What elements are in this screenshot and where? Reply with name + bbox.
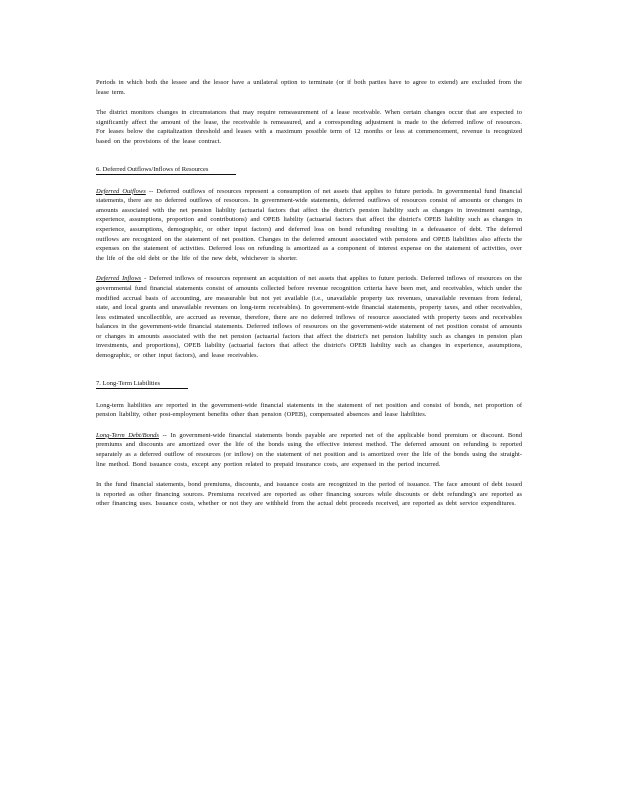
long-term-liabilities-paragraph: Long-term liabilities are reported in the government-wide financial statements in the statement of net position and consist of bonds, net proportion of pension liability, other post-employment benefits other than pension (OPEB), compensated absences and lease liabilities.: [96, 401, 522, 419]
long-term-debt-text: -- In government-wide financial statements bonds payable are reported net of the applicable bond premium or discount. Bond premiums and discounts are amortized over the life of the bonds using the effective interest method. The deferred amount on refunding is reported separately as a deferred outflow of resources (or inflow) on the statement of net position and is amortized over the life of the bonds using the straight-line method. Bond issuance costs, except any portion related to prepaid insurance costs, are expensed in the period incurred.: [96, 431, 522, 468]
deferred-inflows-paragraph: [96, 274, 522, 360]
section-6-heading-wrap: [96, 158, 522, 176]
deferred-outflows-lead: Deferred Outflows: [96, 187, 146, 195]
long-term-debt-lead: Long-Term Debt/Bonds: [96, 431, 159, 439]
periods-paragraph: Periods in which both the lessee and the lessor have a unilateral option to terminate (or if both parties have to agree to extend) are excluded from the lease term.: [96, 79, 522, 96]
section-6-heading: 6. Deferred Outflows/Inflows of Resources: [96, 165, 236, 176]
section-7-heading-wrap: [96, 372, 522, 390]
deferred-outflows-paragraph: [96, 187, 522, 264]
section-7-heading: 7. Long-Term Liabilities: [96, 379, 188, 390]
long-term-debt-paragraph: [96, 431, 522, 469]
deferred-inflows-lead: Deferred Inflows: [96, 275, 142, 283]
deferred-inflows-text: - Deferred inflows of resources represent an acquisition of net assets that applies to future periods. Deferred inflows of resources on the governmental fund financial statements consist of amounts collected before revenue recognition criteria have been met, and receivables, which under the modified accrual basis of accounting, are measurable but not yet available (i.e., unavailable property tax revenues, unavailable revenues from federal, state, and local grants and unavailable revenues on long-term receivables). In government-wide financial statements, property taxes, and other receivables, less estimated uncollectible, are accrued as revenue, therefore, there are no deferred inflows of resource associated with property taxes and receivables balances in the government-wide financial statements. Deferred inflows of resources on the government-wide statement of net position consist of amounts or changes in amounts associated with the net pension (actuarial factors that affect the district's net pension liability such as changes in pension plan investments, and proportions), OPEB liability (actuarial factors that affect the district's OPEB liability such as changes in experience, assumptions, demographic, or other input factors), and lease receivables.: [96, 275, 522, 360]
remeasurement-paragraph: The district monitors changes in circumstances that may require remeasurement of a lease receivable. When certain changes occur that are expected to significantly affect the amount of the lease, the receivable is remeasured, and a corresponding adjustment is made to the deferred inflow of resources. For leases below the capitalization threshold and leases with a maximum possible term of 12 months or less at commencement, revenue is recognized based on the provisions of the lease contract.: [96, 109, 522, 145]
deferred-outflows-text: -- Deferred outflows of resources represent a consumption of net assets that applies to future periods. In governmental fund financial statements, there are no deferred outflows of resources. In government-wide statements, deferred outflows of resources consist of amounts or changes in amounts associated with the net pension liability (actuarial factors that affect the district's pension liability such as changes in investment earnings, experience, assumptions, proportion and contributions) and OPEB liability (actuarial factors that affect the district's OPEB liability such as changes in experience, assumptions, demographic, or other input factors) and deferred loss on bond refunding resulting in a defeasance of debt. The deferred outflows are recognized on the statement of net position. Changes in the deferred amount associated with pensions and OPEB liabilities also affects the expenses on the statement of activities. Deferred loss on refunding is amortized as a component of interest expense on the statement of activities, over the life of the old debt or the life of the new debt, whichever is shorter.: [96, 187, 523, 262]
fund-statements-paragraph: In the fund financial statements, bond premiums, discounts, and issuance costs are recognized in the period of issuance. The face amount of debt issued is reported as other financing sources. Premiums received are reported as other financing sources while discounts or debt refunding's are reported as other financing uses. Issuance costs, whether or not they are withheld from the actual debt proceeds received, are reported as debt service expenditures.: [96, 481, 522, 508]
